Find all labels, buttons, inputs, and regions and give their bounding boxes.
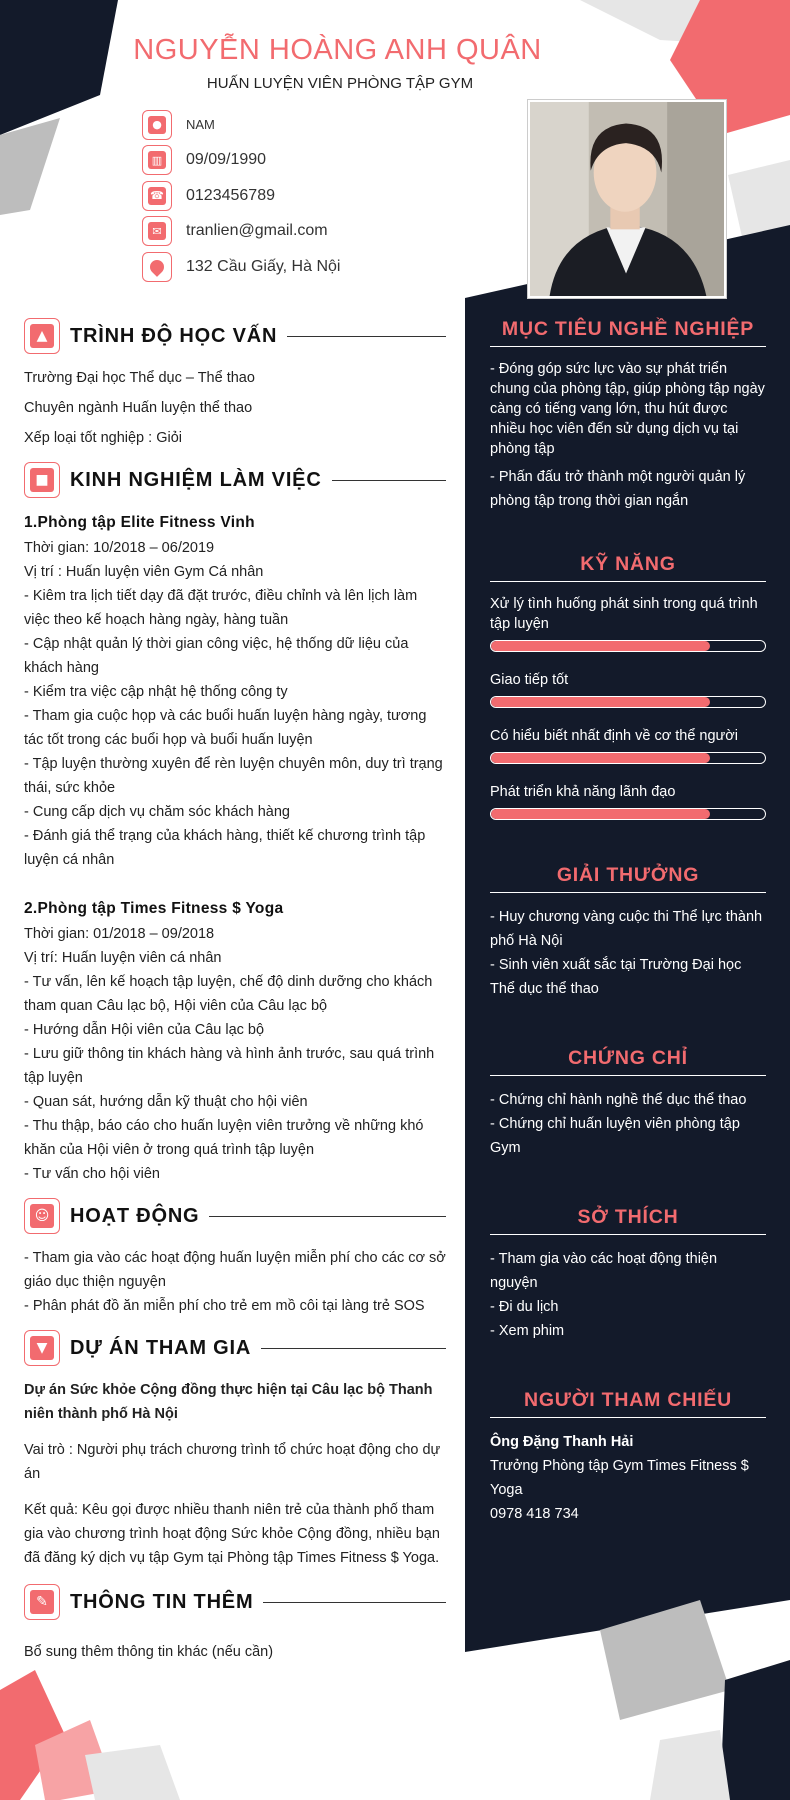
contact-email xyxy=(142,214,340,250)
job-duty: - Tham gia cuộc họp và các buổi huấn luyện hàng ngày, tương tác tốt trong các buổi họp và buổi huấn luyện xyxy=(24,708,427,748)
cake-icon: ▥ xyxy=(142,145,172,175)
hobbies-section xyxy=(490,1206,766,1343)
contact-address xyxy=(142,249,340,285)
hobby-line: - Xem phim xyxy=(490,1323,565,1339)
extra-text: Bổ sung thêm thông tin khác (nếu cần) xyxy=(24,1644,274,1660)
skill-label: Xử lý tình huống phát sinh trong quá trình tập luyện xyxy=(490,596,758,632)
job-position: Vị trí: Huấn luyện viên cá nhân xyxy=(24,950,222,966)
job-time: Thời gian: 01/2018 – 09/2018 xyxy=(24,926,215,942)
objective-title: MỤC TIÊU NGHỀ NGHIỆP xyxy=(490,318,766,347)
divider xyxy=(263,1602,446,1603)
contact-list xyxy=(142,107,340,285)
hobbies-title: SỞ THÍCH xyxy=(490,1206,766,1235)
awards-title: GIẢI THƯỞNG xyxy=(490,864,766,893)
certificates-title: CHỨNG CHỈ xyxy=(490,1047,766,1076)
project-name: Dự án Sức khỏe Cộng đồng thực hiện tại Câu lạc bộ Thanh niên thành phố Hà Nội xyxy=(24,1382,433,1422)
job-entry xyxy=(24,896,446,1186)
objective-section xyxy=(490,318,766,513)
extra-section xyxy=(24,1584,446,1664)
portrait-illustration xyxy=(530,102,724,296)
experience-section xyxy=(24,462,446,1186)
job-position: Vị trí : Huấn luyện viên Gym Cá nhân xyxy=(24,564,264,580)
job-title: HUẤN LUYỆN VIÊN PHÒNG TẬP GYM xyxy=(206,75,474,92)
references-section xyxy=(490,1389,766,1526)
divider xyxy=(287,336,446,337)
contact-phone xyxy=(142,178,340,214)
objective-line: - Phấn đấu trở thành một người quản lý phòng tập trong thời gian ngắn xyxy=(490,469,746,509)
job-duty: - Tư vấn cho hội viên xyxy=(24,1166,160,1182)
job-duty: - Kiểm tra việc cập nhật hệ thống công ty xyxy=(24,684,288,700)
education-line: Xếp loại tốt nghiệp : Giỏi xyxy=(24,430,182,446)
activities-section xyxy=(24,1198,446,1318)
job-duty: - Đánh giá thể trạng của khách hàng, thiết kế chương trình tập luyện cá nhân xyxy=(24,828,426,868)
project-result: Kết quả: Kêu gọi được nhiều thanh niên trẻ của thành phố tham gia vào chương trình hoạt động Sức khỏe Cộng đồng, nhiều bạn đã đăng ký dịch vụ tập Gym tại Phòng tập Times Fitness $ Yoga. xyxy=(24,1502,440,1566)
job-duty: - Thu thập, báo cáo cho huấn luyện viên trưởng về những khó khăn của Hội viên ở trong quá trình tập luyện xyxy=(24,1118,424,1158)
certificate-line: - Chứng chỉ huấn luyện viên phòng tập Gym xyxy=(490,1116,740,1156)
skill-bar xyxy=(490,640,766,652)
certificate-line: - Chứng chỉ hành nghề thể dục thể thao xyxy=(490,1092,747,1108)
header xyxy=(0,34,790,92)
skill-bar-fill xyxy=(491,697,710,707)
extra-title: THÔNG TIN THÊM xyxy=(70,1590,254,1613)
job-duty: - Kiêm tra lịch tiết dạy đã đặt trước, điều chỉnh và lên lịch làm việc theo kế hoạch hàng ngày, hàng tuần xyxy=(24,588,418,628)
job-duty: - Cập nhật quản lý thời gian công việc, hệ thống dữ liệu của khách hàng xyxy=(24,636,409,676)
briefcase-icon: ■ xyxy=(24,462,60,498)
job-company: 2.Phòng tập Times Fitness $ Yoga xyxy=(24,900,284,917)
education-line: Trường Đại học Thể dục – Thể thao xyxy=(24,370,255,386)
phone-icon: ☎ xyxy=(142,181,172,211)
location-icon xyxy=(142,252,172,282)
job-duty: - Cung cấp dịch vụ chăm sóc khách hàng xyxy=(24,804,290,820)
gender-value: NAM xyxy=(186,117,215,133)
skill-item xyxy=(490,726,766,764)
hobby-line: - Tham gia vào các hoạt động thiện nguyện xyxy=(490,1251,718,1291)
references-title: NGƯỜI THAM CHIẾU xyxy=(490,1389,766,1418)
reference-position: Trưởng Phòng tập Gym Times Fitness $ Yoga xyxy=(490,1458,749,1498)
certificates-section xyxy=(490,1047,766,1160)
divider xyxy=(209,1216,446,1217)
mail-icon: ✉ xyxy=(142,216,172,246)
experience-title: KINH NGHIỆM LÀM VIỆC xyxy=(70,468,322,491)
job-duty: - Quan sát, hướng dẫn kỹ thuật cho hội viên xyxy=(24,1094,308,1110)
job-duty: - Lưu giữ thông tin khách hàng và hình ảnh trước, sau quá trình tập luyện xyxy=(24,1046,435,1086)
hobby-line: - Đi du lịch xyxy=(490,1299,559,1315)
education-title: TRÌNH ĐỘ HỌC VẤN xyxy=(70,324,278,347)
skill-item xyxy=(490,670,766,708)
activity-line: - Phân phát đồ ăn miễn phí cho trẻ em mồ côi tại làng trẻ SOS xyxy=(24,1298,425,1314)
job-duty: - Tập luyện thường xuyên để rèn luyện chuyên môn, duy trì trạng thái, sức khỏe xyxy=(24,756,443,796)
phone-value[interactable]: 0123456789 xyxy=(186,186,275,204)
skill-bar xyxy=(490,696,766,708)
skill-bar-fill xyxy=(491,753,710,763)
person-icon: ☺ xyxy=(24,1198,60,1234)
projects-title: DỰ ÁN THAM GIA xyxy=(70,1336,252,1359)
skill-item xyxy=(490,782,766,820)
activities-title: HOẠT ĐỘNG xyxy=(70,1204,200,1227)
email-value[interactable]: tranlien@gmail.com xyxy=(186,222,328,240)
skill-label: Giao tiếp tốt xyxy=(490,672,569,688)
objective-line: - Đóng góp sức lực vào sự phát triển chung của phòng tập, giúp phòng tập ngày càng có tiếng vang lớn, thu hút được nhiều học viên đến sử dụng dịch vụ tại phòng tập xyxy=(490,361,765,457)
projects-section xyxy=(24,1330,446,1570)
job-company: 1.Phòng tập Elite Fitness Vinh xyxy=(24,514,255,531)
awards-section xyxy=(490,864,766,1001)
profile-photo xyxy=(528,100,726,298)
skill-label: Có hiểu biết nhất định về cơ thể người xyxy=(490,728,738,744)
job-time: Thời gian: 10/2018 – 06/2019 xyxy=(24,540,215,556)
skill-bar-fill xyxy=(491,809,710,819)
job-duty: - Hướng dẫn Hội viên của Câu lạc bộ xyxy=(24,1022,265,1038)
divider xyxy=(332,480,446,481)
candidate-name: NGUYỄN HOÀNG ANH QUÂN xyxy=(133,34,542,66)
birthday-value: 09/09/1990 xyxy=(186,151,267,169)
skill-bar xyxy=(490,808,766,820)
project-role: Vai trò : Người phụ trách chương trình tổ chức hoạt động cho dự án xyxy=(24,1442,441,1482)
edit-icon: ✎ xyxy=(24,1584,60,1620)
right-column xyxy=(490,318,766,1572)
education-line: Chuyên ngành Huấn luyện thể thao xyxy=(24,400,253,416)
reference-phone[interactable]: 0978 418 734 xyxy=(490,1506,579,1522)
contact-birthday xyxy=(142,143,340,179)
user-icon: ● xyxy=(142,110,172,140)
skill-bar xyxy=(490,752,766,764)
education-section xyxy=(24,318,446,450)
left-column xyxy=(24,318,446,1664)
divider xyxy=(261,1348,446,1349)
activity-line: - Tham gia vào các hoạt động huấn luyện miễn phí cho các cơ sở giáo dục thiện nguyện xyxy=(24,1250,446,1290)
address-value: 132 Cầu Giấy, Hà Nội xyxy=(186,257,341,275)
award-line: - Huy chương vàng cuộc thi Thể lực thành phố Hà Nội xyxy=(490,909,763,949)
skill-label: Phát triển khả năng lãnh đạo xyxy=(490,784,676,800)
job-entry xyxy=(24,510,446,872)
skills-section xyxy=(490,553,766,820)
skill-item xyxy=(490,594,766,652)
bookmark-icon: ▼ xyxy=(24,1330,60,1366)
contact-gender xyxy=(142,107,340,143)
skill-bar-fill xyxy=(491,641,710,651)
award-line: - Sinh viên xuất sắc tại Trường Đại học Thể dục thể thao xyxy=(490,957,742,997)
reference-name: Ông Đặng Thanh Hải xyxy=(490,1434,634,1450)
job-duty: - Tư vấn, lên kế hoạch tập luyện, chế độ dinh dưỡng cho khách tham quan Câu lạc bộ, Hội viên của Câu lạc bộ xyxy=(24,974,433,1014)
skills-title: KỸ NĂNG xyxy=(490,553,766,582)
graduation-cap-icon: ▲ xyxy=(24,318,60,354)
